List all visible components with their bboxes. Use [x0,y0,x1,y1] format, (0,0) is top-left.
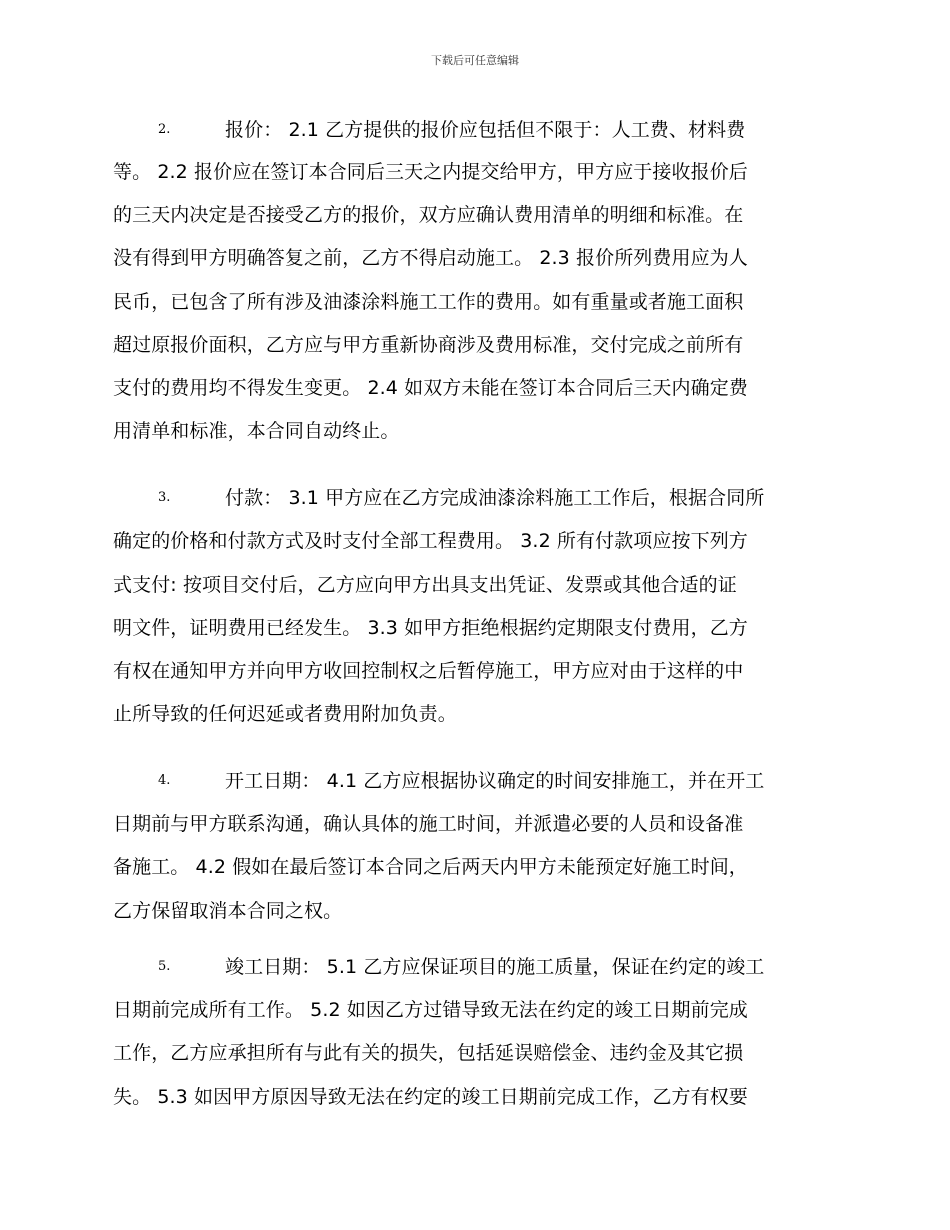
paragraph-line: 的三天内决定是否接受乙方的报价，双方应确认费用清单的明细和标准。在 [113,204,744,226]
paragraph-line: 等。 2.2 报价应在签订本合同后三天之内提交给甲方，甲方应于接收报价后 [113,161,748,183]
paragraph-line: 备施工。 4.2 假如在最后签订本合同之后两天内甲方未能预定好施工时间， [113,856,748,878]
paragraph-line: 日期前与甲方联系沟通，确认具体的施工时间，并派遣必要的人员和设备准 [113,813,744,835]
paragraph-line: 竣工日期： 5.1 乙方应保证项目的施工质量，保证在约定的竣工 [225,956,765,978]
paragraph-line: 报价： 2.1 乙方提供的报价应包括但不限于：人工费、材料费 [225,119,746,141]
paragraph-line: 没有得到甲方明确答复之前，乙方不得启动施工。 2.3 报价所列费用应为人 [113,247,748,269]
paragraph-line: 式支付: 按项目交付后，乙方应向甲方出具支出凭证、发票或其他合适的证 [113,574,737,596]
paragraph-line: 乙方保留取消本合同之权。 [113,900,343,922]
paragraph-line: 开工日期： 4.1 乙方应根据协议确定的时间安排施工，并在开工 [225,770,765,792]
page-header: 下载后可任意编辑 [431,54,519,67]
paragraph-line: 失。 5.3 如因甲方原因导致无法在约定的竣工日期前完成工作，乙方有权要 [113,1086,748,1108]
section-number: 4. [158,773,171,788]
section-number: 3. [158,490,171,505]
paragraph-line: 工作，乙方应承担所有与此有关的损失，包括延误赔偿金、违约金及其它损 [113,1042,744,1064]
section-number: 5. [158,959,171,974]
paragraph-line: 用清单和标准，本合同自动终止。 [113,420,400,442]
section-number: 2. [158,122,171,137]
paragraph-line: 民币，已包含了所有涉及油漆涂料施工工作的费用。如有重量或者施工面积 [113,291,744,313]
paragraph-line: 确定的价格和付款方式及时支付全部工程费用。 3.2 所有付款项应按下列方 [113,530,748,552]
paragraph-line: 支付的费用均不得发生变更。 2.4 如双方未能在签订本合同后三天内确定费 [113,377,748,399]
paragraph-line: 止所导致的任何迟延或者费用附加负责。 [113,703,457,725]
paragraph-line: 付款： 3.1 甲方应在乙方完成油漆涂料施工工作后，根据合同所 [225,487,765,509]
paragraph-line: 日期前完成所有工作。 5.2 如因乙方过错导致无法在约定的竣工日期前完成 [113,999,748,1021]
paragraph-line: 明文件，证明费用已经发生。 3.3 如甲方拒绝根据约定期限支付费用，乙方 [113,617,748,639]
paragraph-line: 超过原报价面积，乙方应与甲方重新协商涉及费用标准，交付完成之前所有 [113,334,744,356]
paragraph-line: 有权在通知甲方并向甲方收回控制权之后暂停施工，甲方应对由于这样的中 [113,660,744,682]
